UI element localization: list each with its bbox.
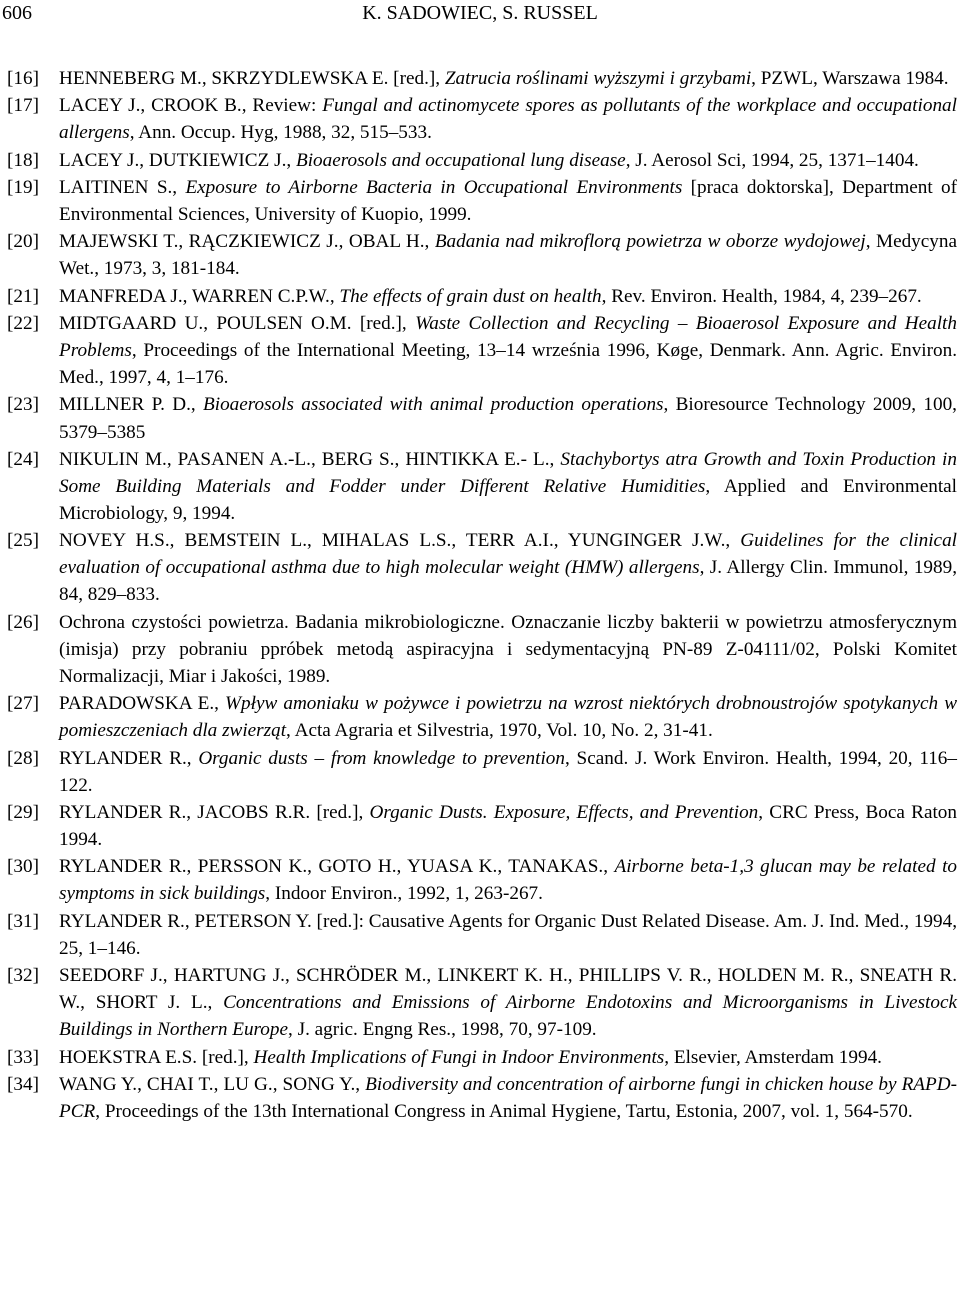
reference-title: Bioaerosols and occupational lung disease: [295, 149, 626, 171]
reference-item: [0, 446, 957, 527]
reference-segment: , Scand. J. Work Environ. Health, 1994, 20, 116–122.: [59, 747, 957, 796]
reference-segment: , CRC Press, Boca Raton 1994.: [59, 801, 957, 851]
reference-title: Stachybortys atra Growth and Toxin Production in Some Building Materials and Fodder under Different Relative Humidities: [59, 448, 957, 497]
reference-item: [0, 391, 957, 445]
reference-number: [17]: [7, 95, 39, 117]
reference-item: [0, 1071, 957, 1125]
reference-number: [25]: [7, 530, 39, 552]
reference-title: Zatrucia roślinami wyższymi i grzybami: [444, 68, 752, 89]
reference-title: Biodiversity and concentration of airborne fungi in chicken house by RAPD-PCR: [59, 1073, 957, 1122]
reference-title: The effects of grain dust on health: [339, 285, 602, 307]
running-title: K. SADOWIEC, S. RUSSEL: [362, 2, 598, 24]
reference-segment: , Rev. Environ. Health, 1984, 4, 239–267.: [601, 285, 922, 307]
reference-segment: RYLANDER R., JACOBS R.R. [red.],: [59, 801, 370, 823]
reference-segment: , PZWL, Warszawa 1984.: [751, 68, 949, 89]
reference-number: [22]: [7, 312, 39, 334]
reference-item: [0, 92, 957, 146]
reference-segment: Ochrona czystości powietrza. Badania mikrobiologiczne. Oznaczanie liczby bakterii w powietrzu atmosferycznym (imisja) przy pobraniu ppróbek metodą aspiracyjna i sedymentacyjną PN-89 Z-04111/02, Polski Komitet Normalizacji, Miar i Jakości, 1989.: [59, 611, 957, 687]
reference-number: [33]: [7, 1046, 39, 1068]
reference-text: [59, 313, 957, 388]
reference-number: [29]: [7, 801, 39, 823]
reference-segment: HOEKSTRA E.S. [red.],: [59, 1046, 254, 1068]
reference-text: [59, 449, 957, 524]
page-number: 606: [2, 2, 32, 24]
reference-title: Badania nad mikroflorą powietrza w oborze wydojowej: [434, 231, 866, 253]
reference-segment: MIDTGAARD U., POULSEN O.M. [red.],: [59, 312, 416, 334]
reference-title: Organic dusts – from knowledge to prevention: [198, 747, 565, 769]
reference-segment: , Elsevier, Amsterdam 1994.: [664, 1046, 882, 1068]
reference-segment: LAITINEN S.,: [59, 176, 186, 198]
reference-item: [0, 1044, 957, 1071]
reference-title: Fungal and actinomycete spores as pollutants of the workplace and occupational allergens: [59, 95, 957, 144]
reference-number: [23]: [7, 394, 39, 416]
reference-segment: RYLANDER R., PERSSON K., GOTO H., YUASA K., TANAKAS.,: [59, 856, 615, 878]
reference-item: [0, 283, 957, 310]
reference-segment: , Applied and Environmental Microbiology, 9, 1994.: [59, 475, 957, 524]
reference-text: [59, 612, 957, 687]
reference-text: [59, 693, 957, 741]
reference-title: Health Implications of Fungi in Indoor Environments: [253, 1046, 665, 1068]
page-header: [0, 0, 960, 26]
reference-segment: , Proceedings of the 13th International Congress in Animal Hygiene, Tartu, Estonia, 2007, vol. 1, 564-570.: [95, 1100, 913, 1122]
reference-item: [0, 690, 957, 744]
reference-text: [59, 286, 922, 307]
reference-text: [59, 177, 957, 225]
reference-item: [0, 609, 957, 690]
reference-item: [0, 174, 957, 228]
reference-text: [59, 1074, 957, 1122]
reference-segment: , Bioresource Technology 2009, 100, 5379–5385: [59, 394, 957, 443]
reference-segment: RYLANDER R.,: [59, 747, 199, 769]
reference-item: [0, 65, 957, 92]
reference-item: [0, 527, 957, 608]
reference-number: [27]: [7, 693, 39, 715]
reference-text: [59, 95, 957, 143]
reference-number: [30]: [7, 856, 39, 878]
reference-item: [0, 853, 957, 907]
reference-segment: LACEY J., DUTKIEWICZ J.,: [59, 149, 296, 171]
reference-text: [59, 965, 957, 1040]
reference-segment: NIKULIN M., PASANEN A.-L., BERG S., HINTIKKA E.- L.,: [59, 448, 561, 470]
reference-item: [0, 310, 957, 391]
reference-segment: , J. agric. Engng Res., 1998, 70, 97-109.: [288, 1019, 597, 1041]
reference-item: [0, 799, 957, 853]
reference-title: Airborne beta-1,3 glucan may be related to symptoms in sick buildings: [59, 856, 957, 905]
reference-segment: , Medycyna Wet., 1973, 3, 181-184.: [59, 231, 957, 280]
reference-segment: NOVEY H.S., BEMSTEIN L., MIHALAS L.S., TERR A.I., YUNGINGER J.W.,: [59, 530, 741, 552]
reference-number: [20]: [7, 231, 39, 253]
reference-list: [0, 65, 957, 1125]
reference-number: [24]: [7, 448, 39, 470]
reference-text: [59, 1047, 882, 1068]
reference-segment: , Acta Agraria et Silvestria, 1970, Vol. 10, No. 2, 31-41.: [286, 720, 713, 742]
reference-number: [16]: [7, 68, 39, 89]
reference-segment: MANFREDA J., WARREN C.P.W.,: [59, 285, 340, 307]
reference-segment: , J. Allergy Clin. Immunol, 1989, 84, 829–833.: [59, 557, 958, 606]
reference-segment: , J. Aerosol Sci, 1994, 25, 1371–1404.: [625, 149, 919, 171]
reference-text: [59, 150, 919, 171]
reference-text: [59, 394, 957, 442]
reference-number: [34]: [7, 1073, 39, 1095]
reference-segment: , Indoor Environ., 1992, 1, 263-267.: [265, 883, 543, 905]
reference-segment: [praca doktorska], Department of Environmental Sciences, University of Kuopio, 1999.: [59, 176, 957, 226]
reference-title: Exposure to Airborne Bacteria in Occupational Environments: [185, 176, 683, 198]
reference-title: Bioaerosols associated with animal production operations: [203, 394, 664, 416]
reference-text: [59, 856, 957, 904]
reference-text: [59, 802, 957, 850]
reference-number: [28]: [7, 747, 39, 769]
reference-number: [19]: [7, 176, 39, 198]
reference-segment: MAJEWSKI T., RĄCZKIEWICZ J., OBAL H.,: [59, 231, 435, 253]
reference-segment: MILLNER P. D.,: [59, 394, 204, 416]
reference-item: [0, 745, 957, 799]
reference-item: [0, 147, 957, 174]
reference-number: [32]: [7, 965, 39, 987]
reference-item: [0, 962, 957, 1043]
reference-title: Waste Collection and Recycling – Bioaerosol Exposure and Health Problems: [59, 312, 957, 362]
reference-title: Organic Dusts. Exposure, Effects, and Prevention: [369, 801, 759, 823]
reference-title: Guidelines for the clinical evaluation of occupational asthma due to high molecular weight (HMW) allergens: [59, 530, 957, 579]
reference-text: [59, 530, 957, 605]
reference-number: [31]: [7, 910, 39, 932]
reference-segment: RYLANDER R., PETERSON Y. [red.]: Causative Agents for Organic Dust Related Disease. Am. J. Ind. Med., 1994, 25, 1–146.: [59, 910, 957, 959]
reference-number: [21]: [7, 285, 39, 307]
reference-segment: WANG Y., CHAI T., LU G., SONG Y.,: [59, 1073, 366, 1095]
reference-number: [18]: [7, 149, 39, 171]
reference-item: [0, 228, 957, 282]
reference-segment: SEEDORF J., HARTUNG J., SCHRÖDER M., LINKERT K. H., PHILLIPS V. R., HOLDEN M. R., SNEATH R. W., SHORT J. L.,: [59, 965, 957, 1014]
reference-segment: , Proceedings of the International Meeting, 13–14 września 1996, Køge, Denmark. Ann. Agric. Environ. Med., 1997, 4, 1–176.: [59, 340, 957, 389]
reference-text: [59, 231, 957, 279]
reference-text: [59, 748, 957, 796]
reference-segment: LACEY J., CROOK B., Review:: [59, 95, 323, 117]
reference-number: [26]: [7, 611, 39, 633]
reference-segment: , Ann. Occup. Hyg, 1988, 32, 515–533.: [129, 122, 432, 144]
reference-title: Wpływ amoniaku w pożywce i powietrzu na wzrost niektórych drobnoustrojów spotykanych w pomieszczeniach dla zwierząt: [59, 693, 957, 742]
reference-text: [59, 68, 949, 89]
reference-text: [59, 911, 957, 959]
reference-title: Concentrations and Emissions of Airborne Endotoxins and Microorganisms in Livestock Buildings in Northern Europe: [59, 992, 957, 1041]
reference-segment: HENNEBERG M., SKRZYDLEWSKA E. [red.],: [59, 68, 445, 89]
reference-segment: PARADOWSKA E.,: [59, 693, 226, 715]
reference-item: [0, 908, 957, 962]
